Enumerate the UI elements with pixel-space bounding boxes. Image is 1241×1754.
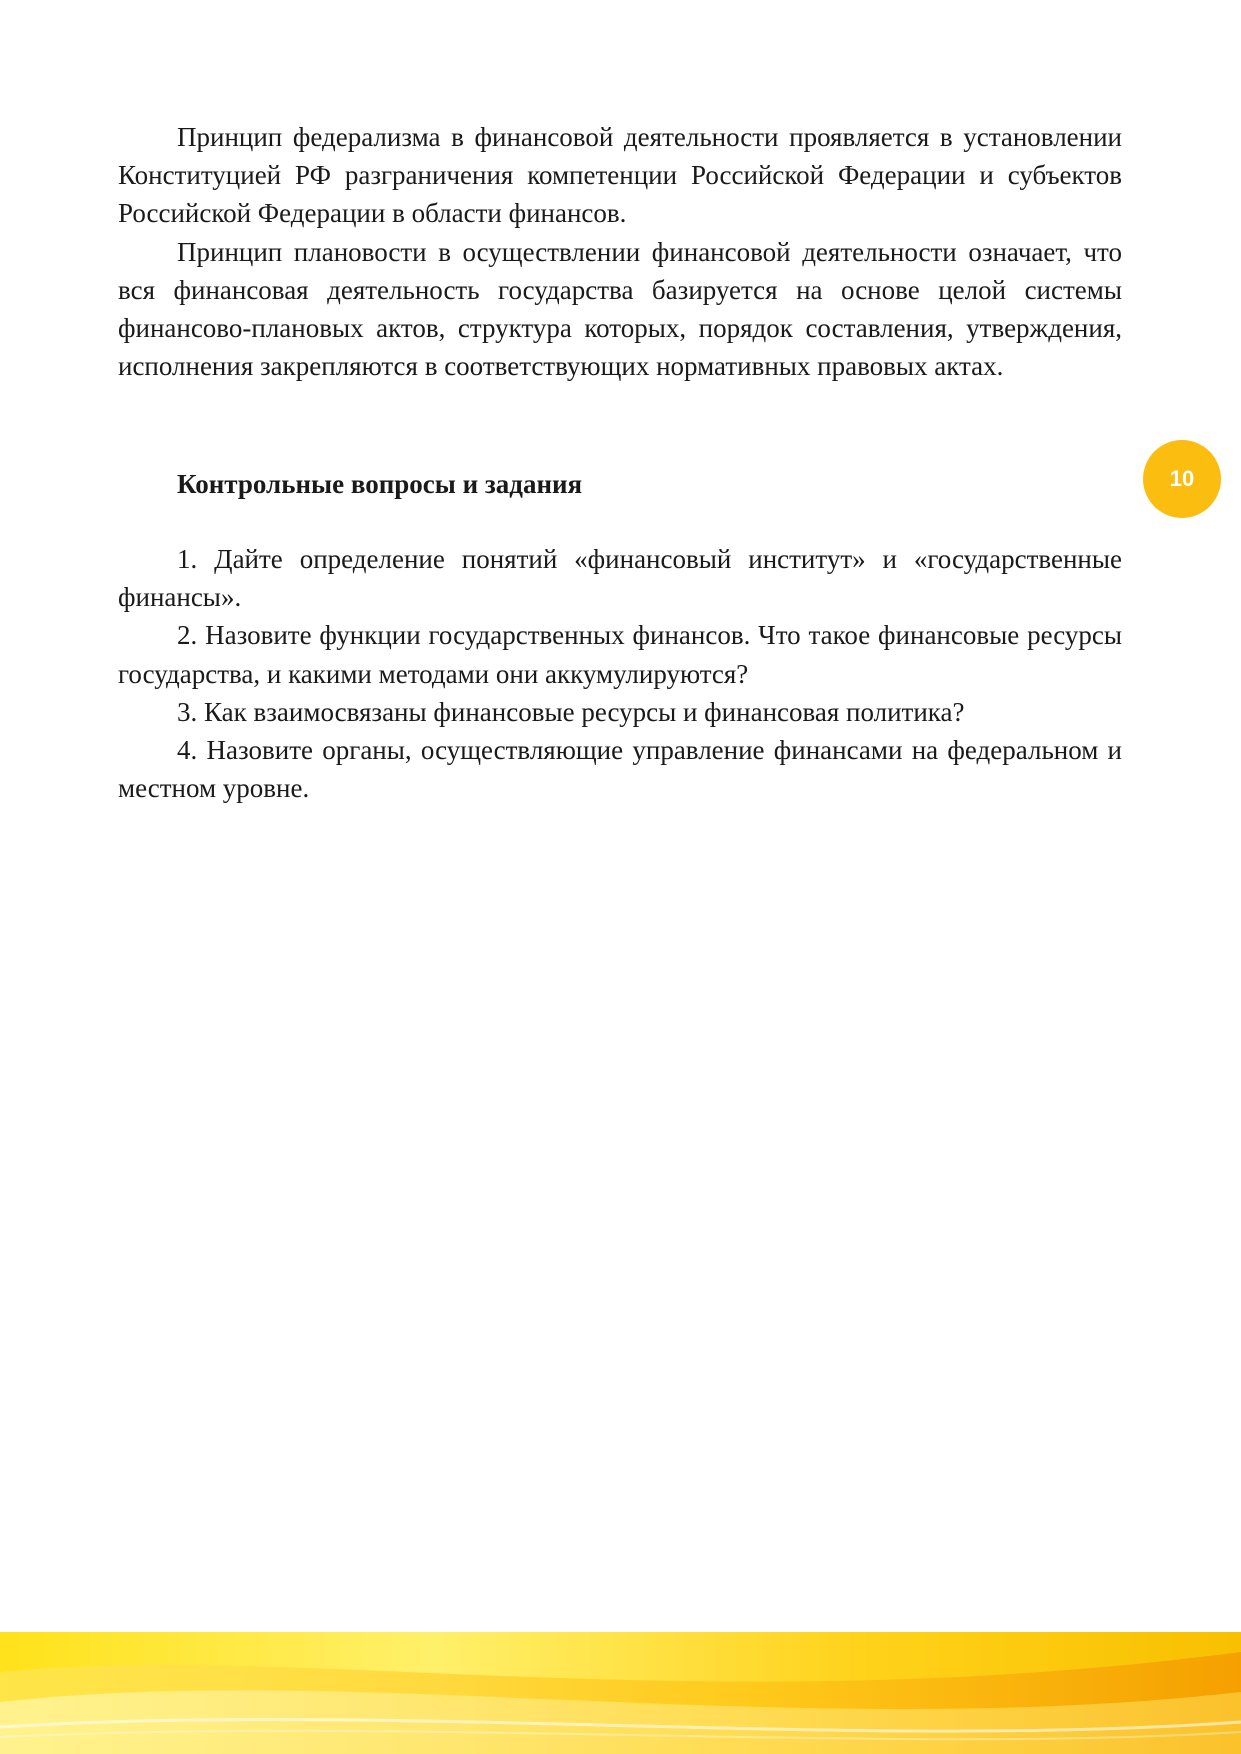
paragraph-federalism: Принцип федерализма в финансовой деятельности проявляется в установлении Конституцией РФ разграничения компетенции Российской Федерации и субъектов Российской Федерации в области финансов. [118, 122, 1122, 229]
question-item: 1. Дайте определение понятий «финансовый институт» и «государственные финансы». [118, 544, 1122, 613]
paragraph-planning: Принцип плановости в осуществлении финансовой деятельности означает, что вся финансовая деятельность государства базируется на основе целой системы финансово-плановых актов, структура которых, порядок составления, утверждения, исполнения закрепляются в соответствующих нормативных правовых актах. [118, 236, 1122, 382]
footer-decorative-band [0, 1632, 1241, 1754]
page-number-badge [1143, 440, 1221, 518]
page-number: 10 [1169, 466, 1195, 491]
question-item: 3. Как взаимосвязаны финансовые ресурсы и финансовая политика? [177, 696, 965, 727]
section-heading: Контрольные вопросы и задания [177, 469, 583, 499]
questions-list [118, 540, 1122, 807]
question-item: 2. Назовите функции государственных финансов. Что такое финансовые ресурсы государства, и какими методами они аккумулируются? [118, 620, 1122, 689]
intro-text [118, 118, 1122, 385]
question-item: 4. Назовите органы, осуществляющие управление финансами на федеральном и местном уровне. [118, 735, 1122, 804]
